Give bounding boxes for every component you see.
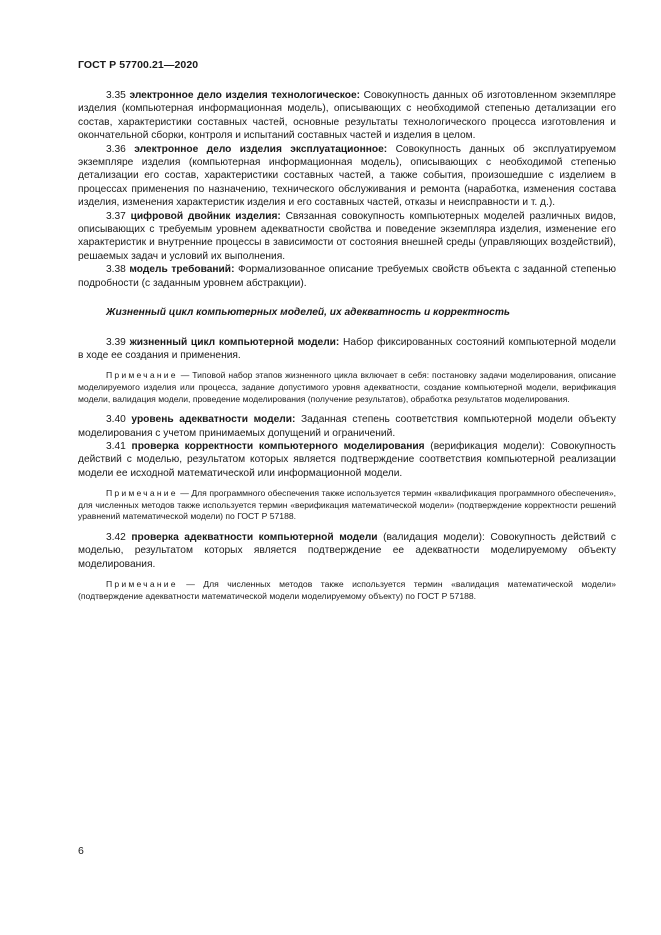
term-title: электронное дело изделия эксплуатационное:	[134, 143, 388, 155]
note-label: Примечание	[106, 370, 178, 381]
term-number: 3.42	[106, 531, 126, 543]
term-definition: Формализованное описание требуемых свойств объекта с заданной степенью подробности (с заданным уровнем абстракции).	[78, 264, 616, 289]
term-definition: Совокупность данных об изготовленном экземпляре изделия (компьютерная информационная модель), описывающих с необходимой степенью детализации его состав, характеристики составных частей, основные результаты технологического процесса изготовления и окончательной сборки, контроля и испытаний составных частей и изделия в целом.	[78, 90, 616, 142]
term-definition: Совокупность данных об эксплуатируемом экземпляре изделия (компьютерная информационная модель), описывающих с необходимой степенью детализации его состав, характеристики составных частей, а также события, произошедшие с изделием в процессах применения по назначению, технического обслуживания и ремонта (наработка, изменения состава изделия, изменения характеристик изделия и его составных частей, отказы и неисправности и т. д.).	[78, 143, 616, 209]
term-3-40	[78, 413, 616, 440]
term-number: 3.40	[106, 414, 126, 426]
note-1	[78, 370, 616, 405]
note-2	[78, 488, 616, 523]
document-body	[78, 89, 616, 602]
term-title: модель требований:	[129, 264, 235, 276]
term-title: жизненный цикл компьютерной модели:	[129, 336, 340, 348]
term-definition: (верификация модели): Совокупность действий с моделью, результатом которых является подтверждение соответствия компьютерной реализации модели ее исходной математической или информационной модели.	[78, 440, 616, 479]
term-title: проверка адекватности компьютерной модели	[131, 531, 378, 543]
term-number: 3.38	[106, 264, 126, 276]
note-3	[78, 579, 616, 602]
term-title: уровень адекватности модели:	[131, 414, 296, 426]
note-text: — Для численных методов также используется термин «валидация математической модели» (подтверждение адекватности математической модели моделируемому объекту) по ГОСТ Р 57188.	[78, 579, 616, 601]
page-number: 6	[78, 845, 84, 857]
term-3-38	[78, 263, 616, 290]
term-number: 3.41	[106, 440, 126, 452]
note-text: — Для программного обеспечения также используется термин «квалификация программного обеспечения», для численных методов также используется термин «верификация математической модели» (подтверждение корректности решений уравнений математической модели) по ГОСТ Р 57188.	[78, 488, 616, 522]
term-number: 3.37	[106, 210, 126, 222]
term-definition: Набор фиксированных состояний компьютерной модели в ходе ее создания и применения.	[78, 336, 616, 361]
term-3-39	[78, 336, 616, 363]
term-3-41	[78, 440, 616, 480]
term-number: 3.39	[106, 336, 126, 348]
term-title: цифровой двойник изделия:	[130, 210, 281, 222]
term-number: 3.35	[106, 90, 126, 101]
note-text: — Типовой набор этапов жизненного цикла включает в себя: постановку задачи моделирования, описание моделируемого изделия или процесса, задание допустимого уровня адекватности, создание компьютерной модели, верификация модели, валидация модели, проведение моделирования (получение результатов), обработка результатов моделирования.	[78, 370, 616, 404]
term-definition: (валидация модели): Совокупность действий с моделью, результатом которых является подтверждение ее адекватности моделируемому объекту моделирования.	[78, 531, 616, 570]
term-3-35	[78, 89, 616, 143]
term-3-42	[78, 531, 616, 571]
section-heading: Жизненный цикл компьютерных моделей, их адекватность и корректность	[106, 307, 510, 319]
term-number: 3.36	[106, 143, 126, 155]
term-definition: Связанная совокупность компьютерных моделей различных видов, описывающих с требуемым уровнем адекватности свойства и поведение экземпляра изделия, изменение его характеристик и внутренние процессы в зависимости от состояния внешней среды (управляющих воздействий), решаемых задач и условий их выполнения.	[78, 210, 616, 262]
term-definition: Заданная степень соответствия компьютерной модели объекту моделирования с учетом принимаемых допущений и ограничений.	[78, 414, 616, 439]
term-title: электронное дело изделия технологическое:	[129, 90, 361, 101]
document-header: ГОСТ Р 57700.21—2020	[78, 59, 199, 71]
note-label: Примечание	[106, 579, 178, 590]
term-title: проверка корректности компьютерного моделирования	[131, 440, 425, 452]
note-label: Примечание	[106, 488, 178, 499]
term-3-36	[78, 143, 616, 210]
term-3-37	[78, 210, 616, 264]
